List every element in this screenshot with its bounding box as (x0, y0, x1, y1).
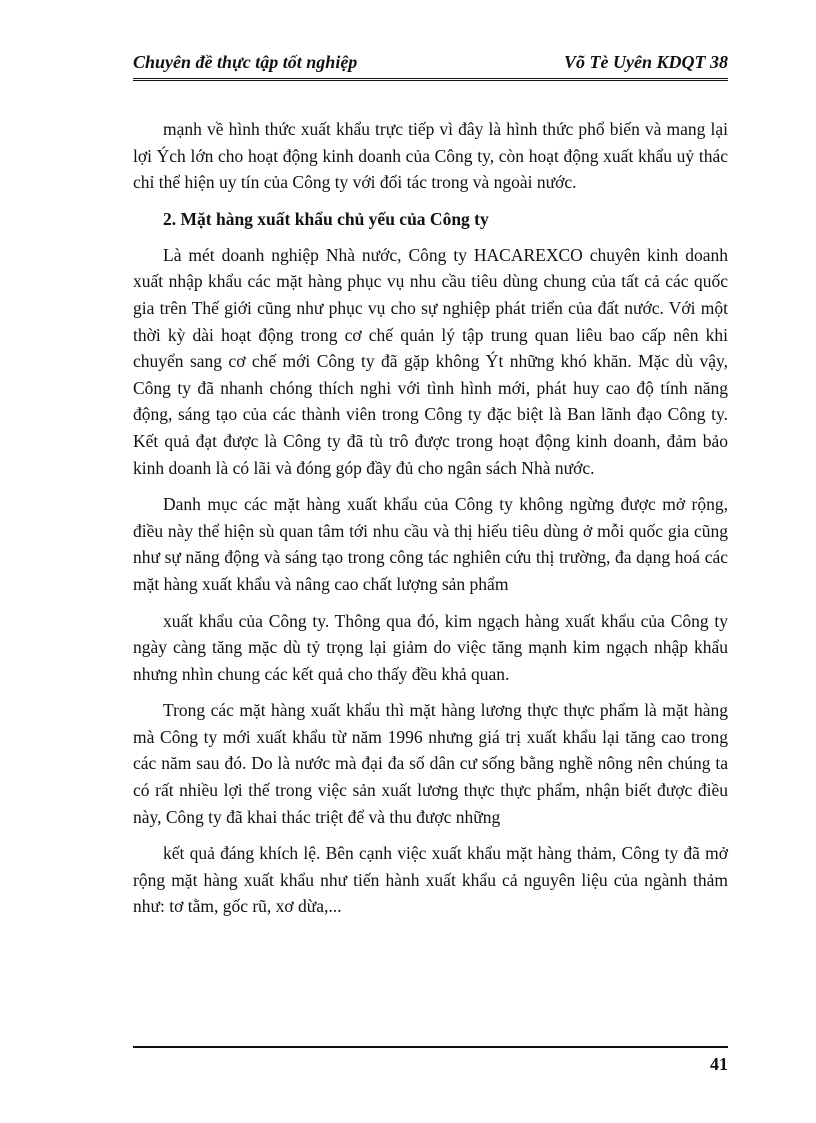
page-body (133, 116, 728, 930)
paragraph-3: Danh mục các mặt hàng xuất khẩu của Công ty không ngừng được mở rộng, điều này thể hiện sù quan tâm tới nhu cầu và thị hiếu tiêu dùng ở mỗi quốc gia cũng như sự năng động và sáng tạo trong công tác nghiên cứu thị trường, đa dạng hoá các mặt hàng xuất khẩu và nâng cao chất lượng sản phẩm (133, 494, 728, 594)
page-header (133, 44, 728, 81)
paragraph-4: xuất khẩu của Công ty. Thông qua đó, kim ngạch hàng xuất khẩu của Công ty ngày càng tăng mặc dù tỷ trọng lại giảm do việc tăng mạnh kim ngạch nhập khẩu nhưng nhìn chung các kết quả cho thấy đều khả quan. (133, 610, 728, 684)
page-footer (133, 1046, 728, 1074)
paragraph-5: Trong các mặt hàng xuất khẩu thì mặt hàng lương thực thực phẩm là mặt hàng mà Công ty mới xuất khẩu từ năm 1996 nhưng giá trị xuất khẩu lại tăng cao trong các năm sau đó. Do là nước mà đại đa số dân cư sống bằng nghề nông nên chúng ta có rất nhiều lợi thế trong việc sản xuất lương thực thực phẩm, nhận biết được điều này, Công ty đã khai thác triệt để và thu được những (133, 700, 728, 827)
header-author: Võ Tè Uyên KDQT 38 (564, 52, 728, 72)
header-title: Chuyên đề thực tập tốt nghiệp (133, 52, 358, 72)
paragraph-1: mạnh về hình thức xuất khẩu trực tiếp vì đây là hình thức phổ biến và mang lại lợi Ých lớn cho hoạt động kinh doanh của Công ty, còn hoạt động xuất khẩu uỷ thác chỉ thể hiện uy tín của Công ty với đối tác trong và ngoài nước. (133, 119, 728, 193)
section-heading: 2. Mặt hàng xuất khẩu chủ yếu của Công ty (163, 208, 489, 229)
paragraph-6: kết quả đáng khích lệ. Bên cạnh việc xuất khẩu mặt hàng thảm, Công ty đã mở rộng mặt hàng xuất khẩu như tiến hành xuất khẩu cả nguyên liệu của ngành thảm như: tơ tằm, gốc rũ, xơ dừa,... (133, 843, 728, 917)
page-number: 41 (710, 1054, 728, 1074)
paragraph-2: Là mét doanh nghiệp Nhà nước, Công ty HACAREXCO chuyên kinh doanh xuất nhập khẩu các mặt hàng phục vụ nhu cầu tiêu dùng chung của tất cả các quốc gia trên Thế giới cũng như phục vụ cho sự nghiệp phát triển của đất nước. Với một thời kỳ dài hoạt động trong cơ chế quản lý tập trung quan liêu bao cấp nên khi chuyển sang cơ chế mới Công ty đã gặp không Ýt những khó khăn. Mặc dù vậy, Công ty đã nhanh chóng thích nghi với tình hình mới, phát huy cao độ tính năng động, sáng tạo của các thành viên trong Công ty đặc biệt là Ban lãnh đạo Công ty. Kết quả đạt được là Công ty đã tù trô được trong hoạt động kinh doanh, đảm bảo kinh doanh là có lãi và đóng góp đầy đủ cho ngân sách Nhà nước. (133, 244, 728, 478)
